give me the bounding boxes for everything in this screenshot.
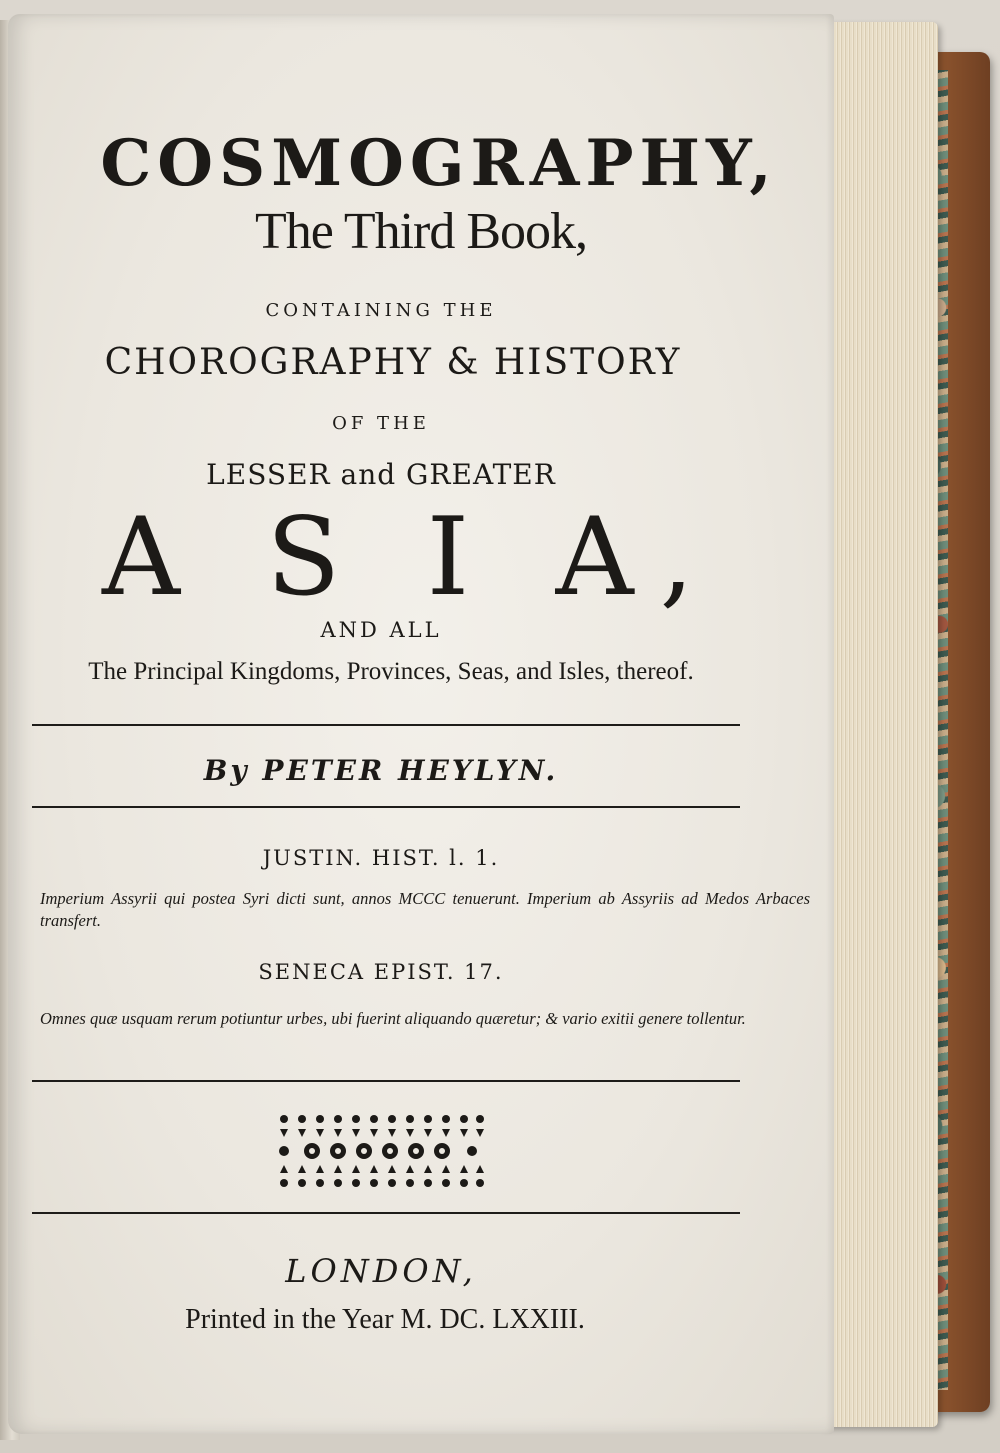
epigraph2-source: SENECA EPIST. 17. bbox=[258, 960, 504, 984]
region-line: LESSER and GREATER bbox=[206, 458, 556, 491]
epigraph1-text: Imperium Assyrii qui postea Syri dicti sunt, annos MCCC tenuerunt. Imperium ab Assyriis ad Medos Arbaces transfert. bbox=[40, 889, 810, 930]
place-line: LONDON, bbox=[285, 1252, 477, 1290]
and-all-line: AND ALL bbox=[320, 618, 442, 642]
page-fore-edge bbox=[820, 22, 938, 1427]
rule-lower bbox=[32, 1080, 740, 1082]
title-page bbox=[8, 14, 834, 1434]
of-the-line: OF THE bbox=[332, 413, 430, 434]
continent-name: A S I A, bbox=[102, 495, 720, 620]
printers-ornament-icon bbox=[276, 1111, 488, 1191]
rule-bottom bbox=[32, 1212, 740, 1214]
author-line: By PETER HEYLYN. bbox=[203, 754, 559, 787]
subject-line: CHOROGRAPHY & HISTORY bbox=[104, 342, 682, 383]
epigraph1-source: JUSTIN. HIST. l. 1. bbox=[262, 846, 500, 870]
rule-middle bbox=[32, 806, 740, 808]
scope-line: The Principal Kingdoms, Provinces, Seas, and Isles, thereof. bbox=[88, 658, 694, 685]
book-subtitle: The Third Book, bbox=[254, 203, 588, 260]
imprint-line: Printed in the Year M. DC. LXXIII. bbox=[185, 1304, 585, 1335]
rule-upper bbox=[32, 724, 740, 726]
containing-line: CONTAINING THE bbox=[265, 300, 497, 321]
epigraph2-text: Omnes quæ usquam rerum potiuntur urbes, ubi fuerint aliquando quæretur; & vario exitii genere tollentur. bbox=[40, 1009, 746, 1028]
book-title: COSMOGRAPHY, bbox=[100, 126, 778, 201]
